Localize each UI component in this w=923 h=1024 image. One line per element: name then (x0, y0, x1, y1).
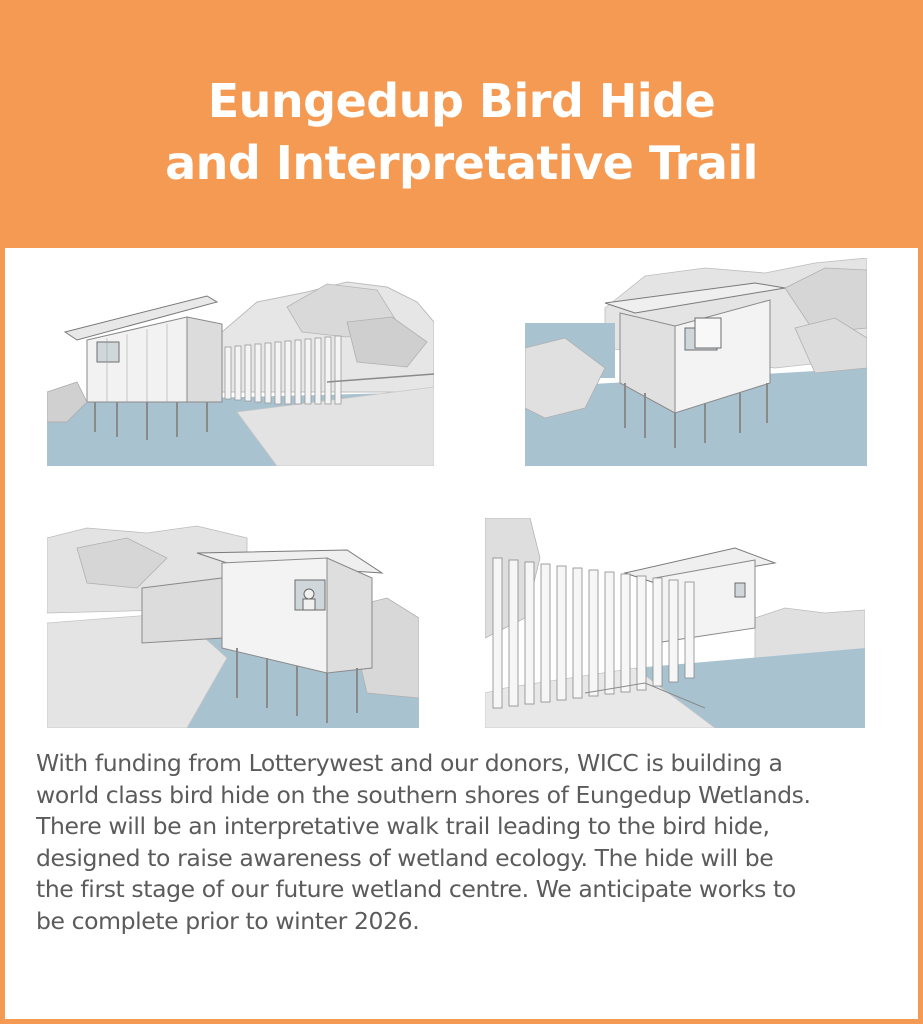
description-line: be complete prior to winter 2026. (36, 906, 420, 935)
bird-hide-render-front-left (47, 262, 434, 466)
bird-hide-render-side-left (47, 518, 419, 728)
title-banner (0, 0, 923, 248)
bird-hide-render-front-right (525, 258, 867, 466)
title-line-2: and Interpretative Trail (165, 136, 758, 190)
description-line: There will be an interpretative walk trail leading to the bird hide, (36, 812, 770, 840)
description-line: designed to raise awareness of wetland ecology. The hide will be (36, 843, 774, 872)
description-paragraph (36, 748, 896, 937)
description-line: world class bird hide on the southern shores of Eungedup Wetlands. (36, 780, 811, 809)
description-line: With funding from Lotterywest and our donors, WICC is building a (36, 749, 783, 777)
page-title (0, 70, 923, 194)
title-line-1: Eungedup Bird Hide (207, 74, 716, 128)
bird-hide-render-trail-screen (485, 518, 865, 728)
description-line: the first stage of our future wetland centre. We anticipate works to (36, 875, 796, 903)
